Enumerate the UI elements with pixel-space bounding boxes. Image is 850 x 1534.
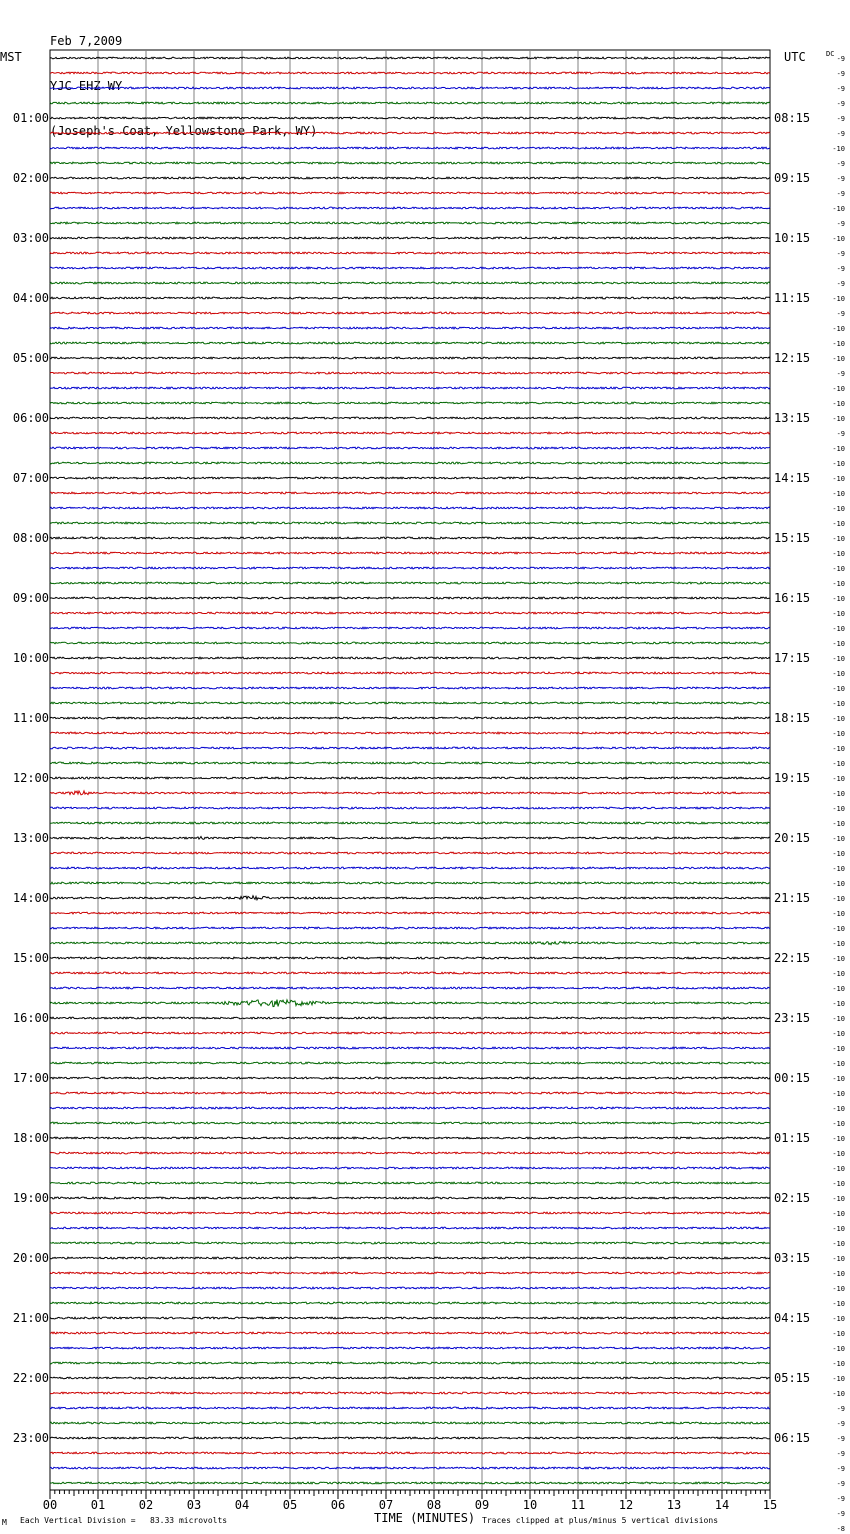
trace-line (50, 1137, 770, 1139)
dc-offset-label: -10 (832, 835, 845, 843)
dc-offset-label: -10 (832, 400, 845, 408)
dc-offset-label: -9 (836, 70, 845, 78)
right-hour-label: 20:15 (774, 831, 811, 845)
dc-offset-label: -9 (836, 85, 845, 93)
trace-line (50, 1107, 770, 1109)
dc-offset-label: -9 (836, 310, 845, 318)
trace-line (50, 1452, 770, 1454)
dc-offset-labels (826, 50, 845, 1534)
trace-line (50, 1167, 770, 1169)
dc-offset-label: -9 (836, 430, 845, 438)
dc-offset-label: -9 (836, 190, 845, 198)
dc-offset-label: -10 (832, 145, 845, 153)
trace-line (50, 642, 770, 644)
trace-line (50, 1182, 770, 1184)
trace-line (50, 177, 770, 179)
right-hour-label: 23:15 (774, 1011, 811, 1025)
trace-line (50, 402, 770, 404)
trace-line (50, 267, 770, 269)
dc-offset-label: -10 (832, 340, 845, 348)
dc-offset-label: -9 (836, 1510, 845, 1518)
trace-line (50, 627, 770, 629)
right-hour-label: 17:15 (774, 651, 811, 665)
dc-offset-label: -10 (832, 475, 845, 483)
dc-offset-label: -10 (832, 910, 845, 918)
dc-offset-label: -10 (832, 1180, 845, 1188)
trace-line (50, 896, 770, 900)
record-date: Feb 7,2009 (50, 34, 123, 48)
trace-line (50, 942, 770, 945)
trace-line (50, 192, 770, 194)
trace-line (50, 117, 770, 119)
trace-line (50, 912, 770, 914)
trace-line (50, 162, 770, 164)
x-tick-label: 15 (762, 1498, 778, 1512)
dc-offset-label: -10 (832, 1270, 845, 1278)
dc-offset-label: -10 (832, 1135, 845, 1143)
dc-offset-label: -10 (832, 1330, 845, 1338)
trace-line (50, 552, 770, 554)
trace-line (50, 102, 770, 104)
dc-offset-label: -9 (836, 1420, 845, 1428)
trace-line (50, 882, 770, 884)
right-hour-label: 16:15 (774, 591, 811, 605)
left-hour-label: 13:00 (12, 831, 49, 845)
trace-line (50, 597, 770, 599)
dc-offset-label: -10 (832, 1075, 845, 1083)
dc-offset-label: -9 (836, 1495, 845, 1503)
trace-line (50, 57, 770, 59)
dc-offset-label: -10 (832, 1000, 845, 1008)
dc-offset-label: -10 (832, 775, 845, 783)
dc-offset-label: -10 (832, 1120, 845, 1128)
dc-offset-label: -10 (832, 325, 845, 333)
trace-line (50, 807, 770, 809)
dc-offset-label: -10 (832, 1210, 845, 1218)
trace-line (50, 987, 770, 989)
trace-line (50, 297, 770, 299)
trace-line (50, 582, 770, 584)
dc-offset-label: -10 (832, 1255, 845, 1263)
x-tick-label: 06 (330, 1498, 346, 1512)
dc-offset-label: -10 (832, 610, 845, 618)
dc-offset-label: -10 (832, 700, 845, 708)
left-hour-label: 11:00 (12, 711, 49, 725)
dc-offset-label: -10 (832, 580, 845, 588)
trace-line (50, 1152, 770, 1154)
x-tick-label: 08 (426, 1498, 442, 1512)
trace-line (50, 836, 770, 839)
dc-offset-label: -10 (832, 955, 845, 963)
dc-offset-label: -10 (832, 1375, 845, 1383)
dc-offset-label: -10 (832, 1165, 845, 1173)
left-hour-label: 12:00 (12, 771, 49, 785)
trace-line (50, 1437, 770, 1439)
dc-offset-label: -10 (832, 940, 845, 948)
left-timezone-label: MST (0, 50, 22, 64)
x-tick-label: 02 (138, 1498, 154, 1512)
dc-offset-label: -10 (832, 625, 845, 633)
x-tick-label: 13 (666, 1498, 682, 1512)
right-hour-label: 15:15 (774, 531, 811, 545)
dc-offset-label: -9 (836, 1465, 845, 1473)
dc-offset-label: -10 (832, 520, 845, 528)
dc-offset-label: -10 (832, 535, 845, 543)
trace-line (50, 357, 770, 359)
dc-offset-label: -10 (832, 1390, 845, 1398)
trace-line (50, 342, 770, 344)
trace-line (50, 762, 770, 764)
dc-header-label: DC (826, 50, 835, 58)
x-tick-label: 00 (42, 1498, 58, 1512)
dc-offset-label: -10 (832, 715, 845, 723)
right-hour-label: 08:15 (774, 111, 811, 125)
trace-line (50, 1032, 770, 1034)
trace-line (50, 1482, 770, 1484)
dc-offset-label: -10 (832, 640, 845, 648)
trace-line (50, 747, 770, 749)
trace-line (50, 672, 770, 674)
trace-line (50, 282, 770, 284)
trace-line (50, 387, 770, 389)
left-hour-label: 08:00 (12, 531, 49, 545)
x-tick-label: 07 (378, 1498, 394, 1512)
right-hour-label: 10:15 (774, 231, 811, 245)
x-tick-label: 05 (282, 1498, 298, 1512)
trace-line (50, 72, 770, 74)
right-hour-label: 22:15 (774, 951, 811, 965)
trace-line (50, 1362, 770, 1364)
trace-line (50, 1467, 770, 1469)
dc-offset-label: -9 (836, 370, 845, 378)
trace-group (50, 57, 770, 1484)
dc-offset-label: -10 (832, 1090, 845, 1098)
trace-line (50, 507, 770, 509)
trace-line (50, 522, 770, 524)
dc-offset-label: -9 (836, 1480, 845, 1488)
trace-line (50, 717, 770, 719)
dc-offset-label: -10 (832, 865, 845, 873)
trace-line (50, 237, 770, 239)
x-axis (43, 1490, 777, 1512)
trace-line (50, 852, 770, 854)
x-tick-label: 10 (522, 1498, 538, 1512)
left-hour-label: 06:00 (12, 411, 49, 425)
trace-line (50, 222, 770, 224)
trace-line (50, 1227, 770, 1229)
right-hour-label: 09:15 (774, 171, 811, 185)
dc-offset-label: -9 (836, 100, 845, 108)
trace-line (50, 732, 770, 734)
trace-line (50, 492, 770, 494)
dc-offset-label: -10 (832, 655, 845, 663)
right-hour-labels (774, 111, 810, 1445)
left-hour-label: 09:00 (12, 591, 49, 605)
trace-line (50, 1287, 770, 1289)
left-hour-label: 17:00 (12, 1071, 49, 1085)
dc-offset-label: -10 (832, 235, 845, 243)
right-hour-label: 14:15 (774, 471, 811, 485)
dc-offset-label: -9 (836, 1450, 845, 1458)
x-tick-label: 03 (186, 1498, 202, 1512)
dc-offset-label: -10 (832, 745, 845, 753)
trace-line (50, 372, 770, 374)
trace-line (50, 1212, 770, 1214)
left-hour-label: 18:00 (12, 1131, 49, 1145)
trace-line (50, 1122, 770, 1124)
left-hour-labels (13, 111, 49, 1445)
dc-offset-label: -10 (832, 820, 845, 828)
left-hour-label: 07:00 (12, 471, 49, 485)
x-axis-title: TIME (MINUTES) (374, 1511, 476, 1525)
trace-line (50, 1092, 770, 1094)
trace-line (50, 327, 770, 329)
right-hour-label: 13:15 (774, 411, 811, 425)
left-hour-label: 05:00 (12, 351, 49, 365)
trace-line (50, 252, 770, 254)
trace-line (50, 927, 770, 929)
dc-offset-label: -10 (832, 1105, 845, 1113)
trace-line (50, 447, 770, 449)
right-hour-label: 02:15 (774, 1191, 811, 1205)
dc-offset-label: -9 (836, 265, 845, 273)
x-tick-label: 01 (90, 1498, 106, 1512)
dc-offset-label: -10 (832, 355, 845, 363)
trace-line (50, 612, 770, 614)
left-hour-label: 23:00 (12, 1431, 49, 1445)
trace-line (50, 312, 770, 314)
dc-offset-label: -10 (832, 1225, 845, 1233)
trace-line (50, 417, 770, 419)
dc-offset-label: -10 (832, 925, 845, 933)
dc-offset-label: -8 (836, 1525, 845, 1533)
clip-note: Traces clipped at plus/minus 5 vertical divisions (482, 1516, 719, 1525)
dc-offset-label: -10 (832, 1150, 845, 1158)
trace-line (50, 1302, 770, 1304)
left-hour-label: 20:00 (12, 1251, 49, 1265)
trace-line (50, 1347, 770, 1349)
scale-note: Each Vertical Division = 83.33 microvolts (20, 1516, 228, 1525)
right-hour-label: 04:15 (774, 1311, 811, 1325)
right-hour-label: 19:15 (774, 771, 811, 785)
dc-offset-label: -10 (832, 445, 845, 453)
dc-offset-label: -10 (832, 385, 845, 393)
dc-offset-label: -9 (836, 130, 845, 138)
trace-line (50, 822, 770, 824)
dc-offset-label: -10 (832, 1030, 845, 1038)
dc-offset-label: -10 (832, 1345, 845, 1353)
dc-offset-label: -10 (832, 460, 845, 468)
trace-line (50, 132, 770, 134)
dc-offset-label: -10 (832, 985, 845, 993)
footer-mark: M (2, 1518, 7, 1527)
station-location: (Joseph's Coat, Yellowstone Park, WY) (50, 124, 318, 138)
trace-line (50, 1392, 770, 1394)
left-hour-label: 22:00 (12, 1371, 49, 1385)
dc-offset-label: -9 (836, 220, 845, 228)
trace-line (50, 867, 770, 869)
left-hour-label: 03:00 (12, 231, 49, 245)
right-hour-label: 01:15 (774, 1131, 811, 1145)
trace-line (50, 87, 770, 89)
dc-offset-label: -10 (832, 1195, 845, 1203)
trace-line (50, 777, 770, 779)
trace-line (50, 1077, 770, 1079)
right-hour-label: 03:15 (774, 1251, 811, 1265)
left-hour-label: 14:00 (12, 891, 49, 905)
right-hour-label: 11:15 (774, 291, 811, 305)
left-hour-label: 19:00 (12, 1191, 49, 1205)
dc-offset-label: -10 (832, 205, 845, 213)
left-hour-label: 10:00 (12, 651, 49, 665)
trace-line (50, 1047, 770, 1049)
dc-offset-label: -10 (832, 295, 845, 303)
right-hour-label: 06:15 (774, 1431, 811, 1445)
right-hour-label: 21:15 (774, 891, 811, 905)
dc-offset-label: -9 (836, 55, 845, 63)
left-hour-label: 02:00 (12, 171, 49, 185)
left-hour-label: 15:00 (12, 951, 49, 965)
trace-line (50, 1197, 770, 1199)
dc-offset-label: -10 (832, 760, 845, 768)
trace-line (50, 702, 770, 704)
dc-offset-label: -9 (836, 1435, 845, 1443)
dc-offset-label: -9 (836, 160, 845, 168)
trace-line (50, 1242, 770, 1244)
trace-line (50, 207, 770, 209)
trace-line (50, 1272, 770, 1274)
x-tick-label: 09 (474, 1498, 490, 1512)
x-tick-label: 11 (570, 1498, 586, 1512)
x-tick-label: 04 (234, 1498, 250, 1512)
dc-offset-label: -10 (832, 565, 845, 573)
station-code: YJC EHZ WY (50, 79, 123, 93)
trace-line (50, 1000, 770, 1007)
dc-offset-label: -10 (832, 670, 845, 678)
dc-offset-label: -10 (832, 1360, 845, 1368)
dc-offset-label: -9 (836, 115, 845, 123)
trace-line (50, 1317, 770, 1319)
x-tick-label: 14 (714, 1498, 730, 1512)
dc-offset-label: -10 (832, 880, 845, 888)
dc-offset-label: -10 (832, 1060, 845, 1068)
dc-offset-label: -10 (832, 1315, 845, 1323)
left-hour-label: 16:00 (12, 1011, 49, 1025)
trace-line (50, 972, 770, 974)
right-hour-label: 05:15 (774, 1371, 811, 1385)
trace-line (50, 1377, 770, 1379)
dc-offset-label: -10 (832, 595, 845, 603)
trace-line (50, 462, 770, 464)
x-tick-label: 12 (618, 1498, 634, 1512)
trace-line (50, 147, 770, 149)
trace-line (50, 432, 770, 434)
dc-offset-label: -10 (832, 1300, 845, 1308)
right-hour-label: 18:15 (774, 711, 811, 725)
trace-line (50, 1257, 770, 1259)
left-hour-label: 04:00 (12, 291, 49, 305)
dc-offset-label: -9 (836, 1405, 845, 1413)
dc-offset-label: -10 (832, 550, 845, 558)
dc-offset-label: -9 (836, 175, 845, 183)
right-hour-label: 00:15 (774, 1071, 811, 1085)
trace-line (50, 1422, 770, 1424)
dc-offset-label: -10 (832, 1285, 845, 1293)
dc-offset-label: -10 (832, 685, 845, 693)
trace-line (50, 537, 770, 539)
dc-offset-label: -10 (832, 1240, 845, 1248)
trace-line (50, 1017, 770, 1019)
dc-offset-label: -10 (832, 850, 845, 858)
trace-line (50, 687, 770, 689)
right-timezone-label: UTC (784, 50, 806, 64)
dc-offset-label: -10 (832, 415, 845, 423)
dc-offset-label: -10 (832, 490, 845, 498)
dc-offset-label: -9 (836, 280, 845, 288)
dc-offset-label: -10 (832, 1015, 845, 1023)
dc-offset-label: -10 (832, 895, 845, 903)
trace-line (50, 1332, 770, 1334)
trace-line (50, 477, 770, 479)
trace-line (50, 657, 770, 659)
left-hour-label: 21:00 (12, 1311, 49, 1325)
right-hour-label: 12:15 (774, 351, 811, 365)
trace-line (50, 567, 770, 569)
dc-offset-label: -10 (832, 1045, 845, 1053)
dc-offset-label: -10 (832, 505, 845, 513)
trace-line (50, 1407, 770, 1409)
dc-offset-label: -9 (836, 250, 845, 258)
trace-line (50, 957, 770, 959)
left-hour-label: 01:00 (12, 111, 49, 125)
dc-offset-label: -10 (832, 730, 845, 738)
dc-offset-label: -10 (832, 805, 845, 813)
dc-offset-label: -10 (832, 790, 845, 798)
trace-line (50, 791, 770, 795)
trace-line (50, 1062, 770, 1064)
dc-offset-label: -10 (832, 970, 845, 978)
